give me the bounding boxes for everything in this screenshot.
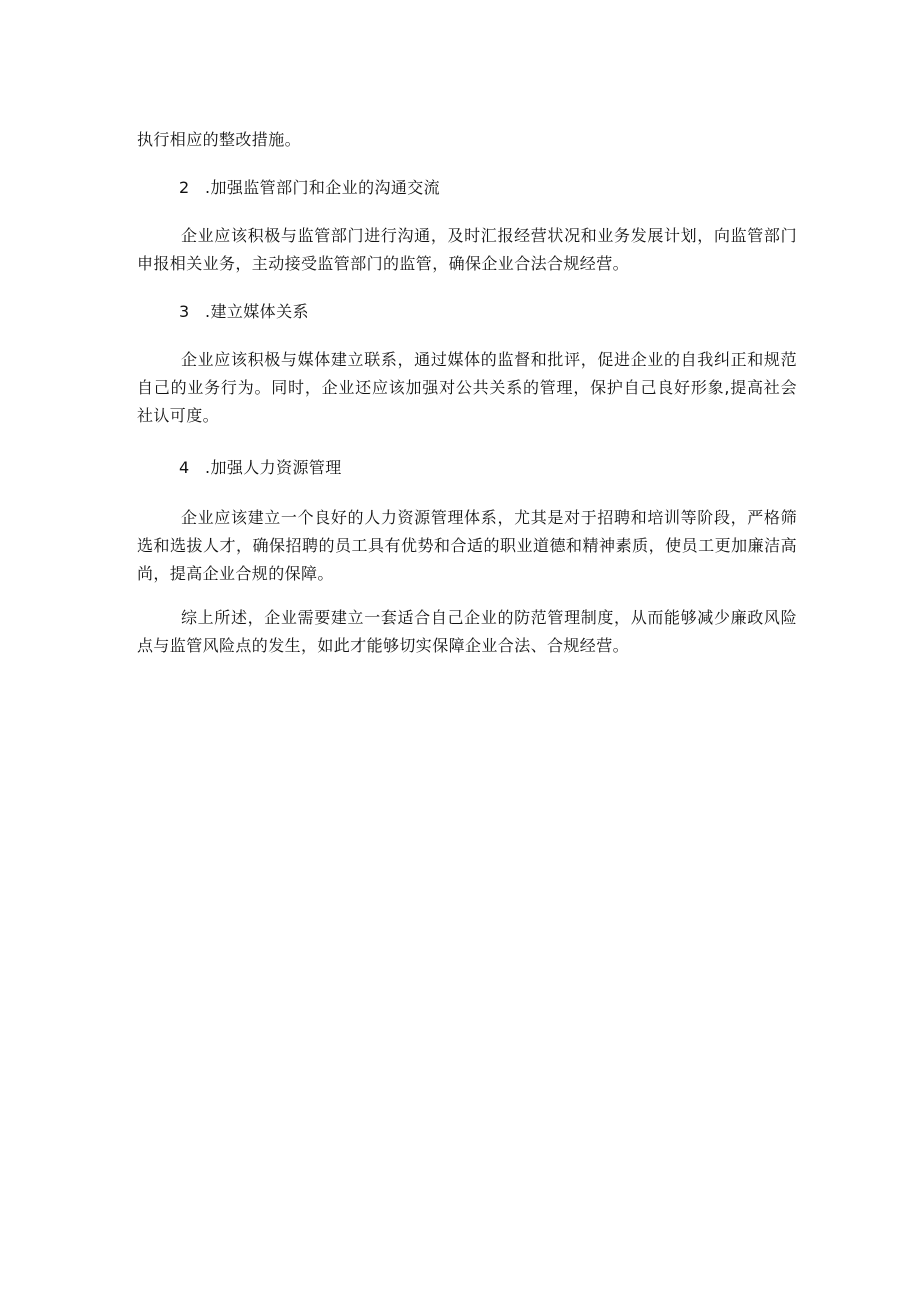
section-body-2: 企业应该积极与监管部门进行沟通，及时汇报经营状况和业务发展计划，向监管部门申报相关业务，主动接受监管部门的监管，确保企业合法合规经营。 [137,226,797,273]
section-title: .建立媒体关系 [205,302,309,321]
section-body-3: 企业应该积极与媒体建立联系，通过媒体的监督和批评，促进企业的自我纠正和规范自己的业务行为。同时，企业还应该加强对公共关系的管理，保护自己良好形象,提高社会社认可度。 [137,350,797,425]
section-heading-2 [179,176,440,200]
section-number: 3 [179,302,190,321]
section-heading-4 [179,456,342,480]
conclusion-paragraph: 综上所述，企业需要建立一套适合自己企业的防范管理制度，从而能够减少廉政风险点与监管风险点的发生，如此才能够切实保障企业合法、合规经营。 [137,608,797,655]
section-title: .加强人力资源管理 [205,458,342,477]
section-number: 2 [179,178,190,197]
section-body-4: 企业应该建立一个良好的人力资源管理体系，尤其是对于招聘和培训等阶段，严格筛选和选拔人才，确保招聘的员工具有优势和合适的职业道德和精神素质，使员工更加廉洁高尚，提高企业合规的保障。 [137,508,797,583]
section-heading-3 [179,300,309,324]
continuation-paragraph: 执行相应的整改措施。 [137,130,302,149]
section-number: 4 [179,458,190,477]
section-title: .加强监管部门和企业的沟通交流 [205,178,441,197]
